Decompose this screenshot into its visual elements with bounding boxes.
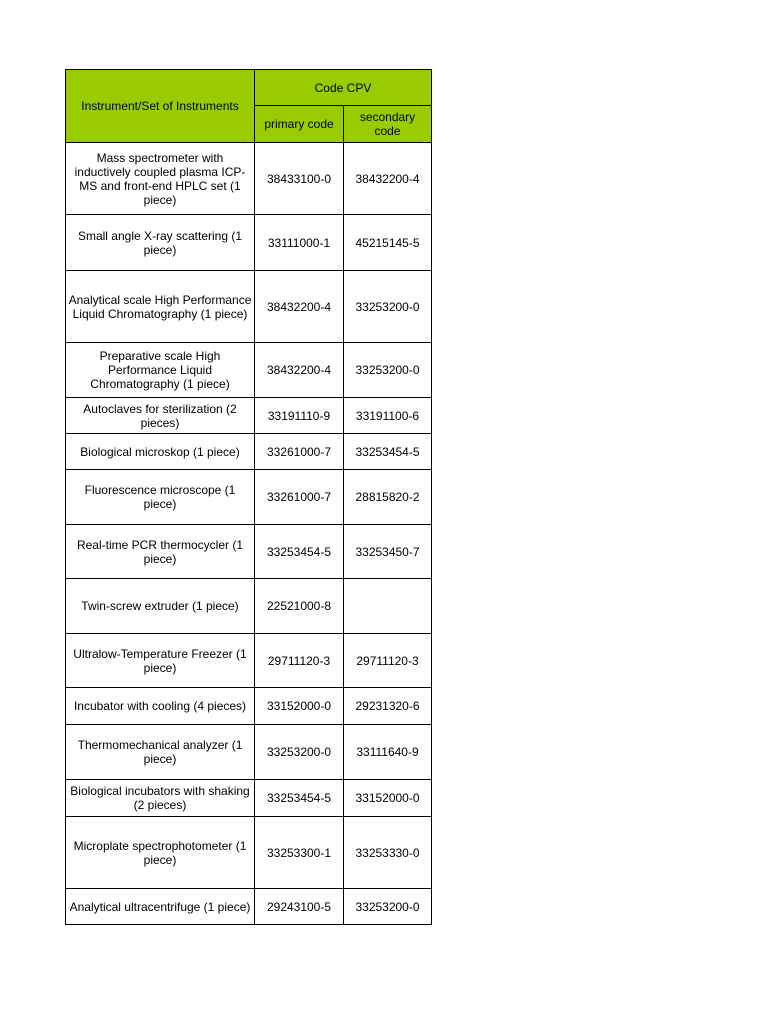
secondary-code-cell: 33253454-5 <box>344 434 432 470</box>
primary-code-cell: 38432200-4 <box>255 343 344 398</box>
primary-code-cell: 29243100-5 <box>255 889 344 925</box>
table-row <box>66 634 432 688</box>
table-row <box>66 215 432 271</box>
instrument-cell: Thermomechanical analyzer (1 piece) <box>66 725 255 780</box>
secondary-code-cell: 28815820-2 <box>344 470 432 525</box>
primary-code-cell: 33111000-1 <box>255 215 344 271</box>
primary-code-cell: 33253454-5 <box>255 525 344 579</box>
instrument-cell: Small angle X-ray scattering (1 piece) <box>66 215 255 271</box>
secondary-code-cell: 29231320-6 <box>344 688 432 725</box>
table-row <box>66 271 432 343</box>
secondary-code-cell: 33111640-9 <box>344 725 432 780</box>
header-instrument: Instrument/Set of Instruments <box>66 70 255 143</box>
table-row <box>66 780 432 817</box>
instrument-cell: Mass spectrometer with inductively coupled plasma ICP-MS and front-end HPLC set (1 piece) <box>66 143 255 215</box>
table-row <box>66 470 432 525</box>
secondary-code-cell: 33253200-0 <box>344 889 432 925</box>
instrument-cell: Preparative scale High Performance Liquid Chromatography (1 piece) <box>66 343 255 398</box>
primary-code-cell: 38433100-0 <box>255 143 344 215</box>
primary-code-cell: 33253454-5 <box>255 780 344 817</box>
secondary-code-cell: 33253330-0 <box>344 817 432 889</box>
instrument-cell: Real-time PCR thermocycler (1 piece) <box>66 525 255 579</box>
table-row <box>66 143 432 215</box>
table-row <box>66 525 432 579</box>
primary-code-cell: 33261000-7 <box>255 434 344 470</box>
cpv-code-table <box>65 69 432 925</box>
primary-code-cell: 38432200-4 <box>255 271 344 343</box>
table-body <box>66 143 432 925</box>
instrument-cell: Biological microskop (1 piece) <box>66 434 255 470</box>
instrument-cell: Fluorescence microscope (1 piece) <box>66 470 255 525</box>
table-row <box>66 579 432 634</box>
secondary-code-cell: 33253200-0 <box>344 343 432 398</box>
primary-code-cell: 33191110-9 <box>255 398 344 434</box>
secondary-code-cell: 33152000-0 <box>344 780 432 817</box>
secondary-code-cell: 33253200-0 <box>344 271 432 343</box>
secondary-code-cell: 45215145-5 <box>344 215 432 271</box>
table-row <box>66 889 432 925</box>
instrument-cell: Analytical ultracentrifuge (1 piece) <box>66 889 255 925</box>
instrument-cell: Incubator with cooling (4 pieces) <box>66 688 255 725</box>
instrument-cell: Microplate spectrophotometer (1 piece) <box>66 817 255 889</box>
table-row <box>66 725 432 780</box>
primary-code-cell: 29711120-3 <box>255 634 344 688</box>
primary-code-cell: 33152000-0 <box>255 688 344 725</box>
secondary-code-cell <box>344 579 432 634</box>
instrument-cell: Autoclaves for sterilization (2 pieces) <box>66 398 255 434</box>
instrument-cell: Twin-screw extruder (1 piece) <box>66 579 255 634</box>
table-header <box>66 70 432 143</box>
instrument-cell: Biological incubators with shaking (2 pieces) <box>66 780 255 817</box>
instrument-cell: Ultralow-Temperature Freezer (1 piece) <box>66 634 255 688</box>
header-secondary-code: secondary code <box>344 106 432 143</box>
table-row <box>66 343 432 398</box>
header-row-top <box>66 70 432 106</box>
secondary-code-cell: 38432200-4 <box>344 143 432 215</box>
instrument-cell: Analytical scale High Performance Liquid Chromatography (1 piece) <box>66 271 255 343</box>
table-row <box>66 817 432 889</box>
secondary-code-cell: 33253450-7 <box>344 525 432 579</box>
table-row <box>66 434 432 470</box>
primary-code-cell: 33253200-0 <box>255 725 344 780</box>
primary-code-cell: 22521000-8 <box>255 579 344 634</box>
table-row <box>66 688 432 725</box>
primary-code-cell: 33261000-7 <box>255 470 344 525</box>
table-row <box>66 398 432 434</box>
secondary-code-cell: 33191100-6 <box>344 398 432 434</box>
header-code-cpv: Code CPV <box>255 70 432 106</box>
secondary-code-cell: 29711120-3 <box>344 634 432 688</box>
primary-code-cell: 33253300-1 <box>255 817 344 889</box>
header-primary-code: primary code <box>255 106 344 143</box>
